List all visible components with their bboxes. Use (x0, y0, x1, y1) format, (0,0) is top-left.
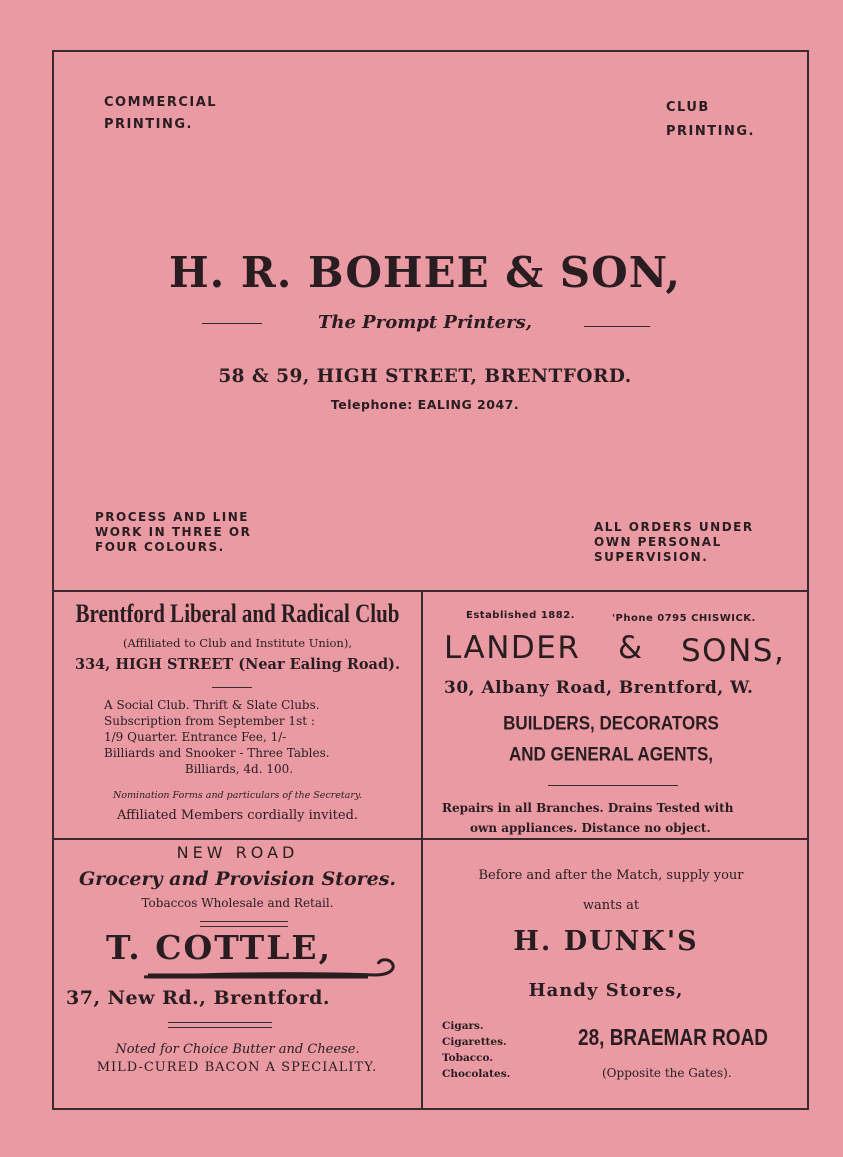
note-line: FOUR COLOURS. (95, 540, 225, 554)
club-detail-line: 1/9 Quarter. Entrance Fee, 1/- (104, 730, 287, 744)
club-printing-note (666, 96, 755, 144)
club-detail-line: Subscription from September 1st : (104, 714, 315, 728)
dunk-item: Chocolates. (442, 1068, 511, 1080)
lander-phone: 'Phone 0795 CHISWICK. (612, 613, 756, 624)
cottle-noted: Noted for Choice Butter and Cheese. (115, 1042, 360, 1057)
dunk-item: Tobacco. (442, 1052, 494, 1064)
dunk-item: Cigars. (442, 1020, 484, 1032)
dunk-opposite: (Opposite the Gates). (602, 1066, 732, 1080)
cottle-stores: Grocery and Provision Stores. (78, 868, 397, 890)
lander-established: Established 1882. (466, 610, 575, 621)
note-line: OWN PERSONAL (594, 535, 722, 549)
cottle-road: NEW ROAD (176, 843, 299, 862)
club-detail-line: Billiards, 4d. 100. (184, 762, 294, 776)
lander-name-amp: & (618, 630, 643, 666)
cottle-bacon: MILD-CURED BACON A SPECIALITY. (96, 1060, 378, 1075)
corner-line: PRINTING. (104, 117, 193, 132)
dunk-item: Cigarettes. (442, 1036, 507, 1048)
commercial-printing-note (104, 92, 217, 136)
corner-line: PRINTING. (666, 124, 755, 139)
cottle-name: T. COTTLE, (106, 928, 333, 967)
dunk-intro-2: wants at (582, 898, 640, 913)
cottle-address: 37, New Rd., Brentford. (66, 987, 331, 1009)
lander-footer-2: own appliances. Distance no object. (470, 821, 711, 835)
note-line: ALL ORDERS UNDER (594, 520, 754, 534)
club-details (104, 697, 374, 777)
lander-trade-2: AND GENERAL AGENTS, (508, 743, 714, 765)
process-note (95, 510, 251, 555)
supervision-note (594, 520, 754, 565)
dunk-items (442, 1018, 510, 1082)
club-title: Brentford Liberal and Radical Club (75, 598, 400, 628)
lander-footer-1: Repairs in all Branches. Drains Tested with (442, 801, 734, 815)
divider-horizontal-top (52, 590, 807, 592)
lander-name-left: LANDER (444, 630, 581, 666)
lander-address: 30, Albany Road, Brentford, W. (444, 678, 754, 698)
lander-name (444, 630, 786, 674)
dunk-address: 28, BRAEMAR ROAD (578, 1026, 769, 1052)
club-affiliation: (Affiliated to Club and Institute Union), (123, 636, 352, 650)
note-line: WORK IN THREE OR (95, 525, 252, 539)
tagline-rule-right (584, 326, 650, 327)
note-line: PROCESS AND LINE (95, 510, 249, 524)
club-detail-line: A Social Club. Thrift & Slate Clubs. (104, 698, 320, 712)
tagline-rule-left (202, 323, 262, 324)
club-detail-line: Billiards and Snooker - Three Tables. (104, 746, 330, 760)
printer-address: 58 & 59, HIGH STREET, BRENTFORD. (218, 366, 632, 387)
cottle-rule-top-2 (200, 926, 288, 927)
cottle-tobacco: Tobaccos Wholesale and Retail. (141, 896, 334, 910)
lander-trade-1: BUILDERS, DECORATORS (503, 712, 719, 734)
cottle-rule-top-1 (200, 921, 288, 922)
printer-telephone: Telephone: EALING 2047. (330, 397, 520, 412)
divider-horizontal-middle (52, 838, 807, 840)
club-affiliated-members: Affiliated Members cordially invited. (116, 808, 359, 823)
corner-line: COMMERCIAL (104, 95, 218, 110)
note-line: SUPERVISION. (594, 550, 709, 564)
corner-line: CLUB (666, 100, 710, 115)
divider-vertical (421, 590, 423, 1110)
dunk-intro-1: Before and after the Match, supply your (478, 868, 744, 883)
cottle-rule-bottom-2 (168, 1027, 272, 1028)
club-address: 334, HIGH STREET (Near Ealing Road). (74, 656, 400, 673)
club-rule (212, 687, 252, 688)
club-nomination: Nomination Forms and particulars of the Secretary. (112, 790, 362, 801)
lander-rule (548, 785, 678, 786)
firm-name: H. R. BOHEE & SON, (168, 248, 682, 297)
lander-name-right: SONS, (681, 633, 786, 669)
dunk-handy: Handy Stores, (528, 980, 684, 1001)
dunk-name: H. DUNK'S (513, 926, 699, 957)
cottle-rule-bottom-1 (168, 1022, 272, 1023)
cottle-swash (138, 945, 400, 985)
tagline: The Prompt Printers, (317, 312, 533, 333)
